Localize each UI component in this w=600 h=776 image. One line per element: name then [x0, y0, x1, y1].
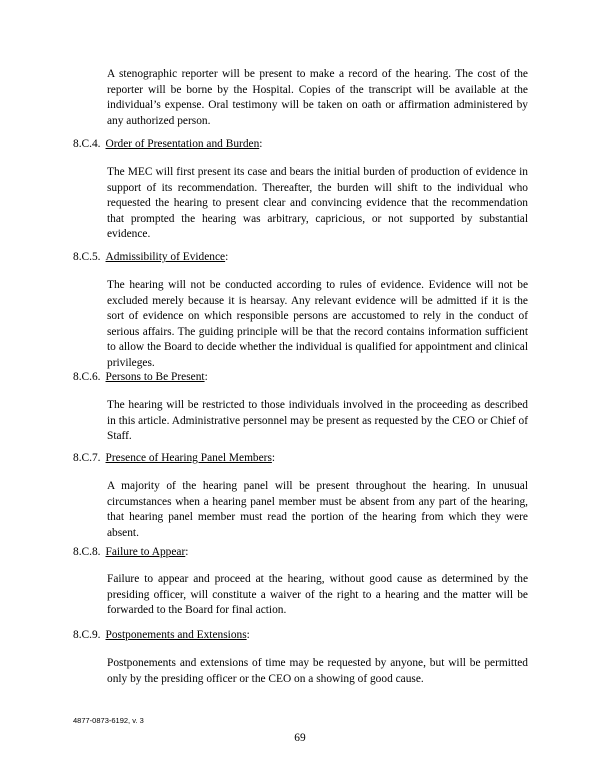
- section-title: Order of Presentation and Burden: [105, 138, 260, 150]
- section-title: Failure to Appear: [105, 546, 186, 558]
- section-number: 8.C.8.: [73, 546, 101, 558]
- section-title: Presence of Hearing Panel Members: [105, 452, 272, 464]
- section-number: 8.C.4.: [73, 138, 101, 150]
- heading-colon: :: [185, 546, 189, 558]
- section-title: Postponements and Extensions: [105, 629, 247, 641]
- heading-colon: :: [259, 138, 263, 150]
- page-number: 69: [294, 732, 306, 744]
- section-body-8c9: Postponements and extensions of time may be requested by anyone, but will be permitted only by the presiding officer or the CEO on a showing of good cause.: [107, 657, 528, 685]
- section-heading-8c4: [73, 137, 262, 153]
- section-heading-8c9: [73, 628, 250, 644]
- section-heading-8c6: [73, 370, 208, 386]
- section-heading-8c8: [73, 545, 188, 561]
- section-body-8c4: The MEC will first present its case and bears the initial burden of production of evidence in support of its recommendation. Thereafter, the burden will shift to the individual who requested the hearing to present clear and convincing evidence that the recommendation that prompted the hearing was arbitrary, capricious, or not supported by substantial evidence.: [107, 166, 528, 241]
- section-number: 8.C.7.: [73, 452, 101, 464]
- section-number: 8.C.6.: [73, 371, 101, 383]
- section-number: 8.C.9.: [73, 629, 101, 641]
- intro-paragraph: A stenographic reporter will be present to make a record of the hearing. The cost of the reporter will be borne by the Hospital. Copies of the transcript will be available at the individual’s expense. Oral testimony will be taken on oath or affirmation administered by any authorized person.: [107, 68, 528, 127]
- section-title: Persons to Be Present: [105, 371, 205, 383]
- heading-colon: :: [246, 629, 250, 641]
- section-heading-8c7: [73, 451, 275, 467]
- section-heading-8c5: [73, 250, 228, 266]
- document-id: 4877-0873-6192, v. 3: [73, 716, 144, 725]
- section-title: Admissibility of Evidence: [105, 251, 226, 263]
- section-body-8c6: The hearing will be restricted to those individuals involved in the proceeding as described in this article. Administrative personnel may be present as requested by the CEO or Chief of Staff.: [107, 399, 528, 443]
- section-body-8c7: A majority of the hearing panel will be present throughout the hearing. In unusual circumstances when a hearing panel member must be absent from any part of the hearing, that hearing panel member must read the portion of the hearing from which they were absent.: [107, 480, 528, 539]
- section-number: 8.C.5.: [73, 251, 101, 263]
- section-body-8c5: The hearing will not be conducted according to rules of evidence. Evidence will not be excluded merely because it is hearsay. Any relevant evidence will be admitted if it is the sort of evidence on which responsible persons are accustomed to rely in the conduct of serious affairs. The guiding principle will be that the record contains information sufficient to allow the Board to decide whether the individual is qualified for appointment and clinical privileges.: [107, 279, 528, 369]
- heading-colon: :: [225, 251, 229, 263]
- heading-colon: :: [204, 371, 208, 383]
- section-body-8c8: Failure to appear and proceed at the hearing, without good cause as determined by the presiding officer, will constitute a waiver of the right to a hearing and the matter will be forwarded to the Board for final action.: [107, 573, 528, 617]
- heading-colon: :: [271, 452, 276, 464]
